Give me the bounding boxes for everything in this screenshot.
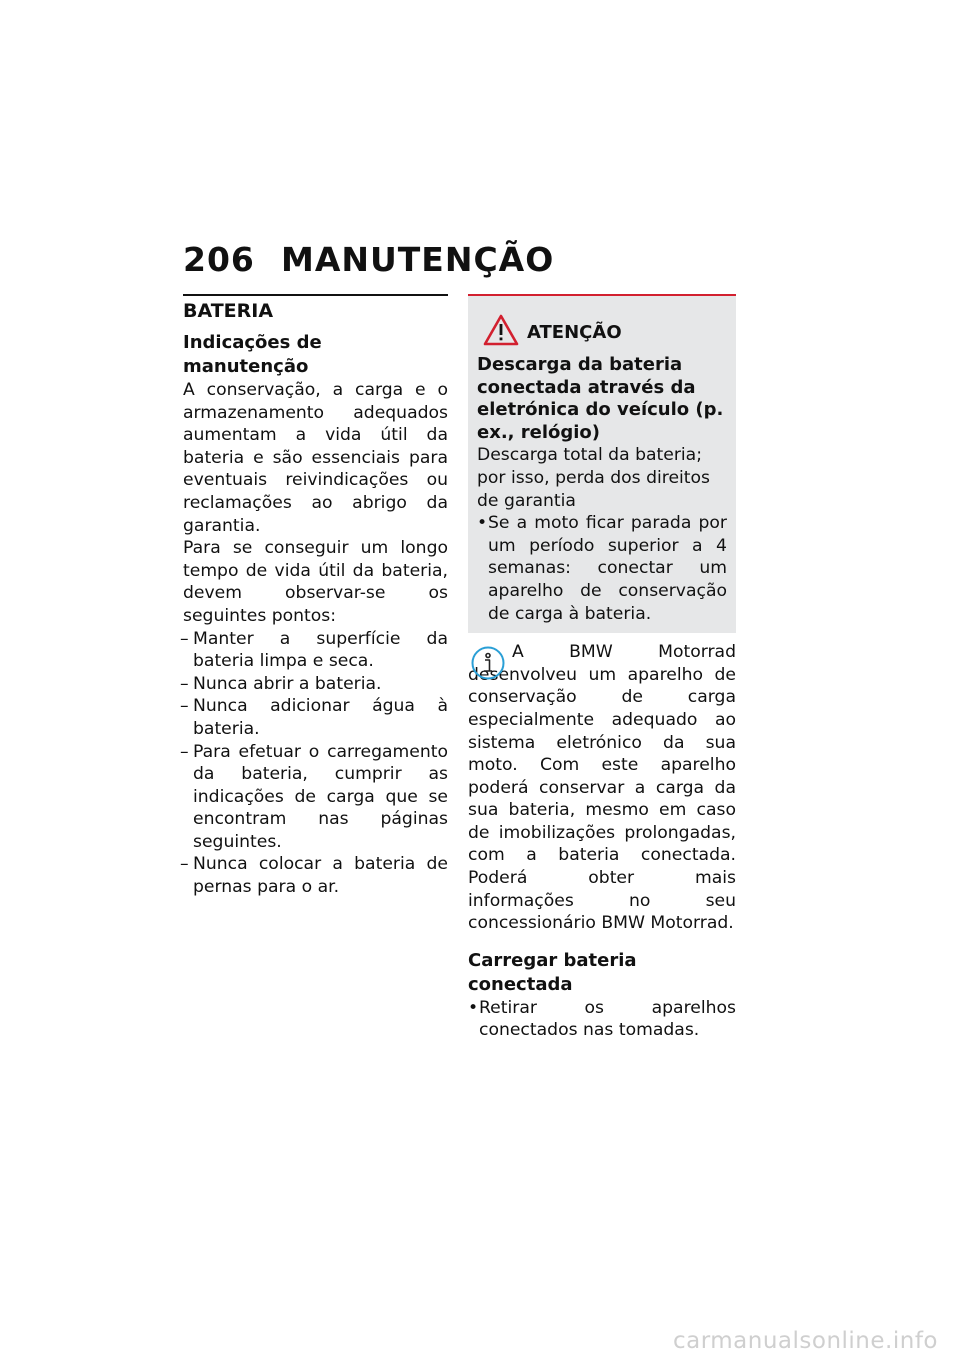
warning-bullets [477,512,727,625]
paragraph-maintenance: A conservação, a carga e o armazenamento adequados aumentam a vida útil da bateria e são essenciais para eventuais reivindicações ou reclamações ao abrigo da garantia. [183,380,448,536]
warning-box [468,294,736,633]
warning-subtitle: Descarga da bateria conectada através da eletrónica do veículo (p. ex., relógio) [477,354,724,443]
warning-title: ATENÇÃO [527,321,622,343]
list-item: – Nunca colocar a bateria de pernas para o ar. [183,853,448,898]
list-item: • Se a moto ficar parada por um período superior a 4 semanas: conectar um aparelho de conservação de carga à bateria. [477,512,727,625]
list-item: • Retirar os aparelhos conectados nas tomadas. [468,997,736,1042]
list-item: – Nunca abrir a bateria. [183,673,448,696]
warning-triangle-icon [483,314,519,346]
section-title: BATERIA [183,300,274,322]
page-number: 206 [183,240,255,279]
warning-header [483,314,727,346]
left-column [183,294,448,899]
maintenance-list [183,628,448,899]
list-item: – Manter a superfície da bateria limpa e seca. [183,628,448,673]
page-header [183,240,554,279]
charge-title: Carregar bateria conectada [468,949,637,995]
right-column [468,294,736,1042]
list-item: – Para efetuar o carregamento da bateria, cumprir as indicações de carga que se encontram nas páginas seguintes. [183,741,448,854]
list-item: – Nunca adicionar água à bateria. [183,695,448,740]
info-icon [470,645,506,681]
warning-text: Descarga total da bateria; por isso, perda dos direitos de garantia [477,445,711,511]
charge-bullets [468,997,736,1042]
section-divider [183,294,448,296]
paragraph-lifetime: Para se conseguir um longo tempo de vida útil da bateria, devem observar-se os seguintes pontos: [183,538,448,626]
watermark-url: carmanualsonline.info [672,1328,938,1354]
info-text [468,641,736,935]
chapter-title: MANUTENÇÃO [281,240,555,279]
subsection-title: Indicações de manutenção [183,332,322,377]
info-paragraph: A BMW Motorrad desenvolveu um aparelho de conservação de carga especialmente adequado ao sistema eletrónico da sua moto. Com este aparelho poderá conservar a carga da sua bateria, mesmo em caso de imobilizações prolongadas, com a bateria conectada. Poderá obter mais informações no seu concessionário BMW Motorrad. [468,642,736,934]
info-note [468,641,736,935]
